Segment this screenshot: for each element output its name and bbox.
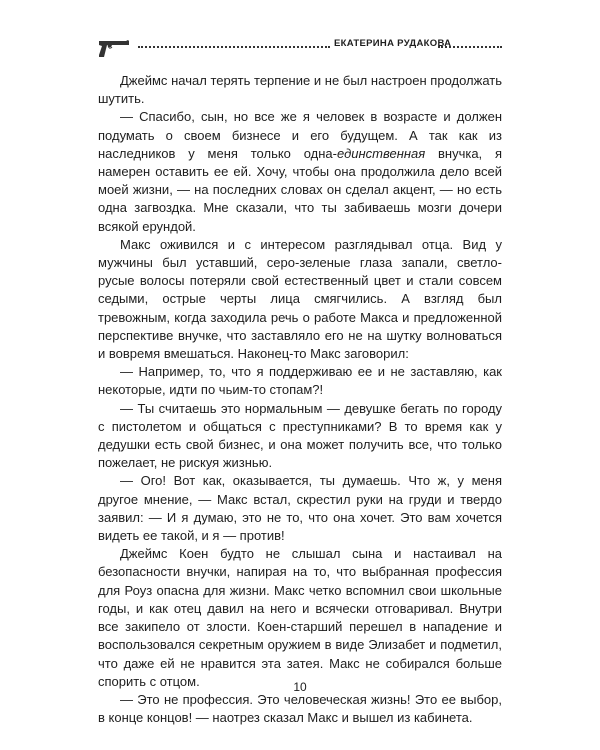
- paragraph: Джеймс Коен будто не слышал сына и настаивал на безопасности внучки, напирая на то, что выбранная профессия для Роуз опасна для жизни. Макс четко вспомнил свои школьные годы, и как отец давил на него и всячески отговаривал. Внутри все закипело от злости. Коен-старший перешел в нападение и воспользовался секретным оружием в виде Элизабет и подметил, что даже ей не нравится эта затея. Макс не собирался больше спорить с отцом.: [98, 546, 502, 689]
- paragraph: — Это не профессия. Это человеческая жизнь! Это ее выбор, в конце концов! — наотрез сказал Макс и вышел из кабинета.: [98, 691, 502, 726]
- paragraph: Джеймс начал терять терпение и не был настроен продолжать шутить.: [98, 73, 502, 107]
- paragraph-text: внучка, я намерен оставить ее ей. Хочу, чтобы она продолжила дело всей моей жизни, — на последних словах он сделал акцент, — но есть одна загвоздка. Мне сказали, что ты забиваешь мозги дочери всякой ерундой.: [98, 145, 503, 234]
- running-header: [98, 38, 502, 60]
- header-divider-right: [438, 46, 502, 48]
- paragraph: [98, 108, 502, 235]
- pistol-icon: [98, 38, 130, 60]
- header-divider-left: [138, 46, 330, 48]
- paragraph: — Ты считаешь это нормальным — девушке бегать по городу с пистолетом и общаться с преступниками? В то время как у дедушки есть свой бизнес, и она может получить все, что только пожелает, не рискуя жизнью.: [98, 400, 502, 471]
- body-text: [98, 72, 502, 727]
- paragraph: — Например, то, что я поддерживаю ее и не заставляю, как некоторые, идти по чьим-то стопам?!: [98, 364, 502, 398]
- running-head-title: ЕКАТЕРИНА РУДАКОВА: [334, 38, 452, 49]
- emphasized-word: единственная: [336, 145, 426, 161]
- page-number: 10: [293, 680, 307, 694]
- paragraph-text: — Спасибо, сын, но все же я человек в возрасте и должен подумать о своем бизнесе и его будущем. А так как из наследников у меня только одна-: [98, 109, 502, 161]
- paragraph: Макс оживился и с интересом разглядывал отца. Вид у мужчины был уставший, серо-зеленые глаза запали, светло-русые волосы потеряли свой естественный цвет и стали совсем седыми, острые черты лица смягчились. А взгляд был тревожным, когда заходила речь о работе Макса и предложенной перспективе внучке, что заставляло его не на шутку волноваться и вовремя вмешаться. Наконец-то Макс заговорил:: [98, 236, 502, 362]
- paragraph: — Ого! Вот как, оказывается, ты думаешь. Что ж, у меня другое мнение, — Макс встал, скрестил руки на груди и твердо заявил: — И я думаю, это не то, что она хочет. Это вам хочется видеть ее такой, и я — против!: [98, 473, 502, 544]
